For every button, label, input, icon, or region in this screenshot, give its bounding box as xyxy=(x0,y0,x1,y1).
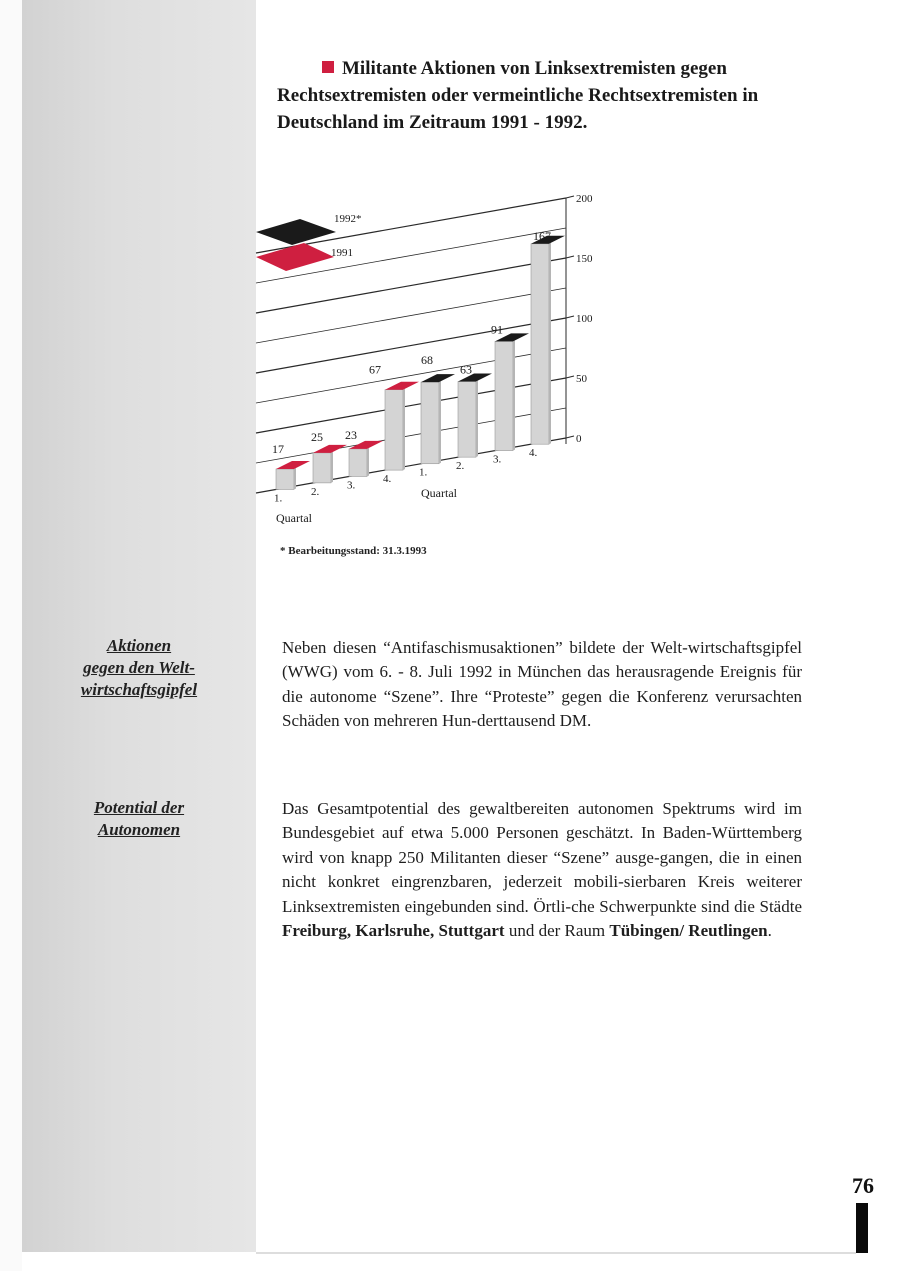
category-label: 4. xyxy=(529,447,538,460)
page-marker-bar xyxy=(856,1203,868,1253)
category-label: 3. xyxy=(347,479,356,492)
grid-line-major xyxy=(256,438,566,493)
paragraph-potential-end: . xyxy=(767,921,772,941)
bar-value-label: 68 xyxy=(421,353,433,368)
y-tick-mark xyxy=(566,256,574,258)
category-label: 2. xyxy=(311,485,320,498)
paragraph-potential xyxy=(282,797,802,943)
paragraph-potential-region: Tübingen/ Reutlingen xyxy=(609,921,768,941)
bar-top xyxy=(421,374,455,382)
bar-face xyxy=(385,390,403,470)
y-tick-mark xyxy=(566,376,574,378)
bar-side xyxy=(439,381,441,464)
bar-side xyxy=(367,448,369,477)
bar-value-label: 67 xyxy=(369,362,381,377)
paragraph-potential-text: Das Gesamtpotential des gewaltbereiten autonomen Spektrums wird im Bundesgebiet auf etwa 5.000 Personen geschätzt. In Baden-Württemberg wird von knapp 250 Militanten dieser “Szene” ausge-gangen, die in einen nicht konkret eingrenzbaren, jederzeit mobili-sierbaren Kreis weiterer Linksextremisten eingebunden sind. Örtli-che Schwerpunkte sind die Städte xyxy=(282,799,802,916)
chart-legend xyxy=(256,213,362,271)
bar-face xyxy=(349,449,367,477)
bar-value-label: 25 xyxy=(311,429,323,444)
y-tick-mark xyxy=(566,196,574,198)
bar-value-label: 91 xyxy=(491,322,503,337)
page-number: 76 xyxy=(852,1173,874,1198)
bar-value-label: 17 xyxy=(272,442,284,457)
grid-line-major xyxy=(256,258,566,313)
category-label: 4. xyxy=(383,473,392,486)
category-label: 2. xyxy=(456,460,465,473)
bar-face xyxy=(458,382,476,458)
y-tick-mark xyxy=(566,436,574,438)
bar-side xyxy=(513,340,515,450)
category-label: 1. xyxy=(274,492,283,505)
bar-side xyxy=(294,468,296,489)
grid-line-minor xyxy=(256,408,566,463)
bar-face xyxy=(531,244,549,444)
bar-top xyxy=(385,382,419,390)
bar-side xyxy=(331,452,333,483)
grid-line-major xyxy=(256,378,566,433)
quartal-label: Quartal xyxy=(421,486,457,500)
bar-side xyxy=(403,389,405,470)
quartal-label: Quartal xyxy=(276,511,312,525)
category-label: 3. xyxy=(493,453,502,466)
legend-label-1992: 1992* xyxy=(334,213,362,225)
category-label: 1. xyxy=(419,466,428,479)
legend-label-1991: 1991 xyxy=(331,247,353,259)
bar-value-label: 167 xyxy=(533,228,551,243)
bar-top xyxy=(349,441,383,449)
bar-side xyxy=(476,381,478,458)
bar-value-label: 63 xyxy=(460,362,472,377)
bar-face xyxy=(276,469,294,489)
y-tick-label: 50 xyxy=(576,373,587,385)
bar-top xyxy=(276,461,310,469)
chart-title-line2: Rechtsextremisten oder vermeintliche Rechtsextremisten in xyxy=(277,85,759,106)
paragraph-potential-connector: und der Raum xyxy=(508,921,606,941)
y-tick-mark xyxy=(566,316,574,318)
bar-face xyxy=(495,341,513,450)
bar-side xyxy=(549,243,551,444)
bar-face xyxy=(421,382,439,464)
sidebar-heading-wwg-line1: Aktionen xyxy=(106,636,172,655)
bottom-rule xyxy=(256,1252,856,1254)
grid-line-minor xyxy=(256,348,566,403)
bar-top xyxy=(313,445,347,453)
bar-face xyxy=(313,453,331,483)
chart-title-line3: Deutschland im Zeitraum 1991 - 1992. xyxy=(277,112,588,133)
sidebar-heading-potential-line1: Potential der xyxy=(93,798,185,817)
bar-value-label: 23 xyxy=(345,427,357,442)
paragraph-wwg: Neben diesen “Antifaschismusaktionen” bildete der Welt-wirtschaftsgipfel (WWG) vom 6. - 8. Juli 1992 in München das herausragende Ereignis für die autonome “Szene”. Ihre “Proteste” gegen die Konferenz verursachten Schäden von mehreren Hun-derttausend DM. xyxy=(282,638,802,731)
sidebar-heading-potential-line2: Autonomen xyxy=(97,820,181,839)
chart-footnote: * Bearbeitungsstand: 31.3.1993 xyxy=(280,545,427,557)
y-tick-label: 150 xyxy=(576,253,593,265)
y-tick-label: 200 xyxy=(576,193,593,205)
y-tick-label: 0 xyxy=(576,433,582,445)
y-tick-label: 100 xyxy=(576,313,593,325)
grid-line-major xyxy=(256,318,566,373)
paragraph-potential-cities: Freiburg, Karlsruhe, Stuttgart xyxy=(282,921,505,941)
chart-title-line1: Militante Aktionen von Linksextremisten gegen xyxy=(342,58,727,79)
legend-swatch-1991 xyxy=(256,243,334,271)
sidebar-heading-wwg-line3: wirtschaftsgipfel xyxy=(80,680,198,699)
sidebar-heading-wwg-line2: gegen den Welt- xyxy=(83,658,195,677)
